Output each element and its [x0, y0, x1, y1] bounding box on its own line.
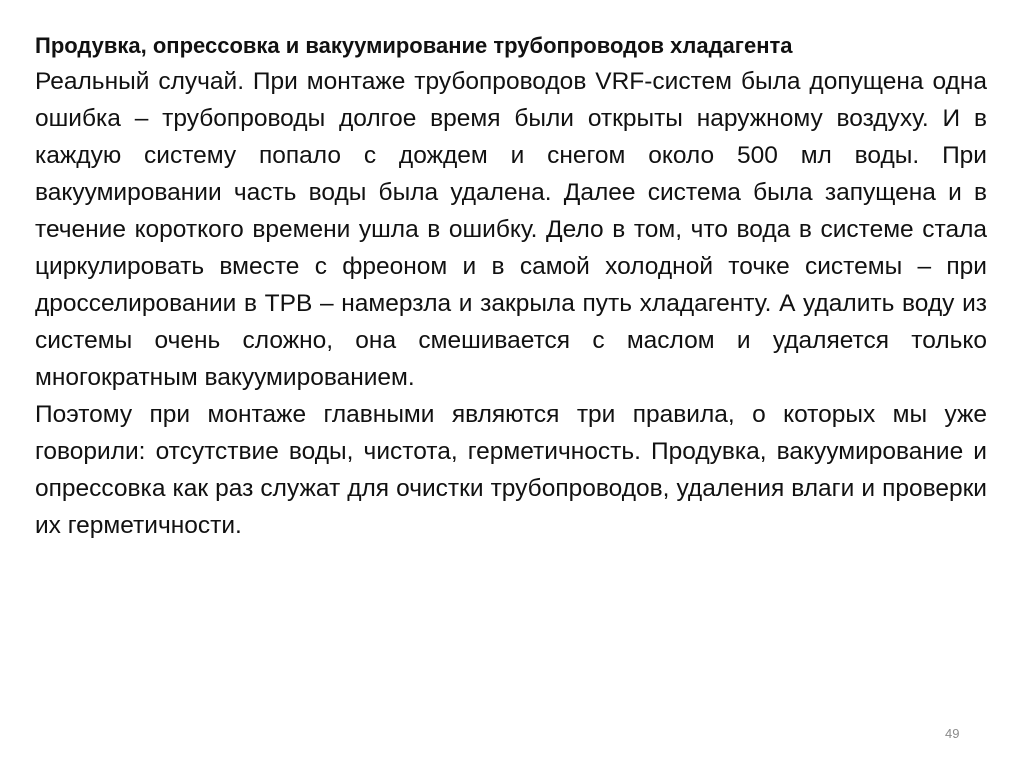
paragraph-rules: Поэтому при монтаже главными являются три правила, о которых мы уже говорили: отсутствие воды, чистота, герметичность. Продувка, вакуумирование и опрессовка как раз служат для очистки трубопроводов, удаления влаги и проверки их герметичности. [35, 401, 987, 539]
slide-content [35, 28, 987, 544]
slide-title: Продувка, опрессовка и вакуумирование трубопроводов хладагента [35, 33, 793, 58]
paragraph-case: Реальный случай. При монтаже трубопроводов VRF-систем была допущена одна ошибка – трубопроводы долгое время были открыты наружному воздуху. И в каждую систему попало с дождем и снегом около 500 мл воды. При вакуумировании часть воды была удалена. Далее система была запущена и в течение короткого времени ушла в ошибку. Дело в том, что вода в системе стала циркулировать вместе с фреоном и в самой холодной точке системы – при дросселировании в ТРВ – намерзла и закрыла путь хладагенту. А удалить воду из системы очень сложно, она смешивается с маслом и удаляется только многократным вакуумированием. [35, 68, 987, 391]
page-number: 49 [945, 726, 960, 741]
